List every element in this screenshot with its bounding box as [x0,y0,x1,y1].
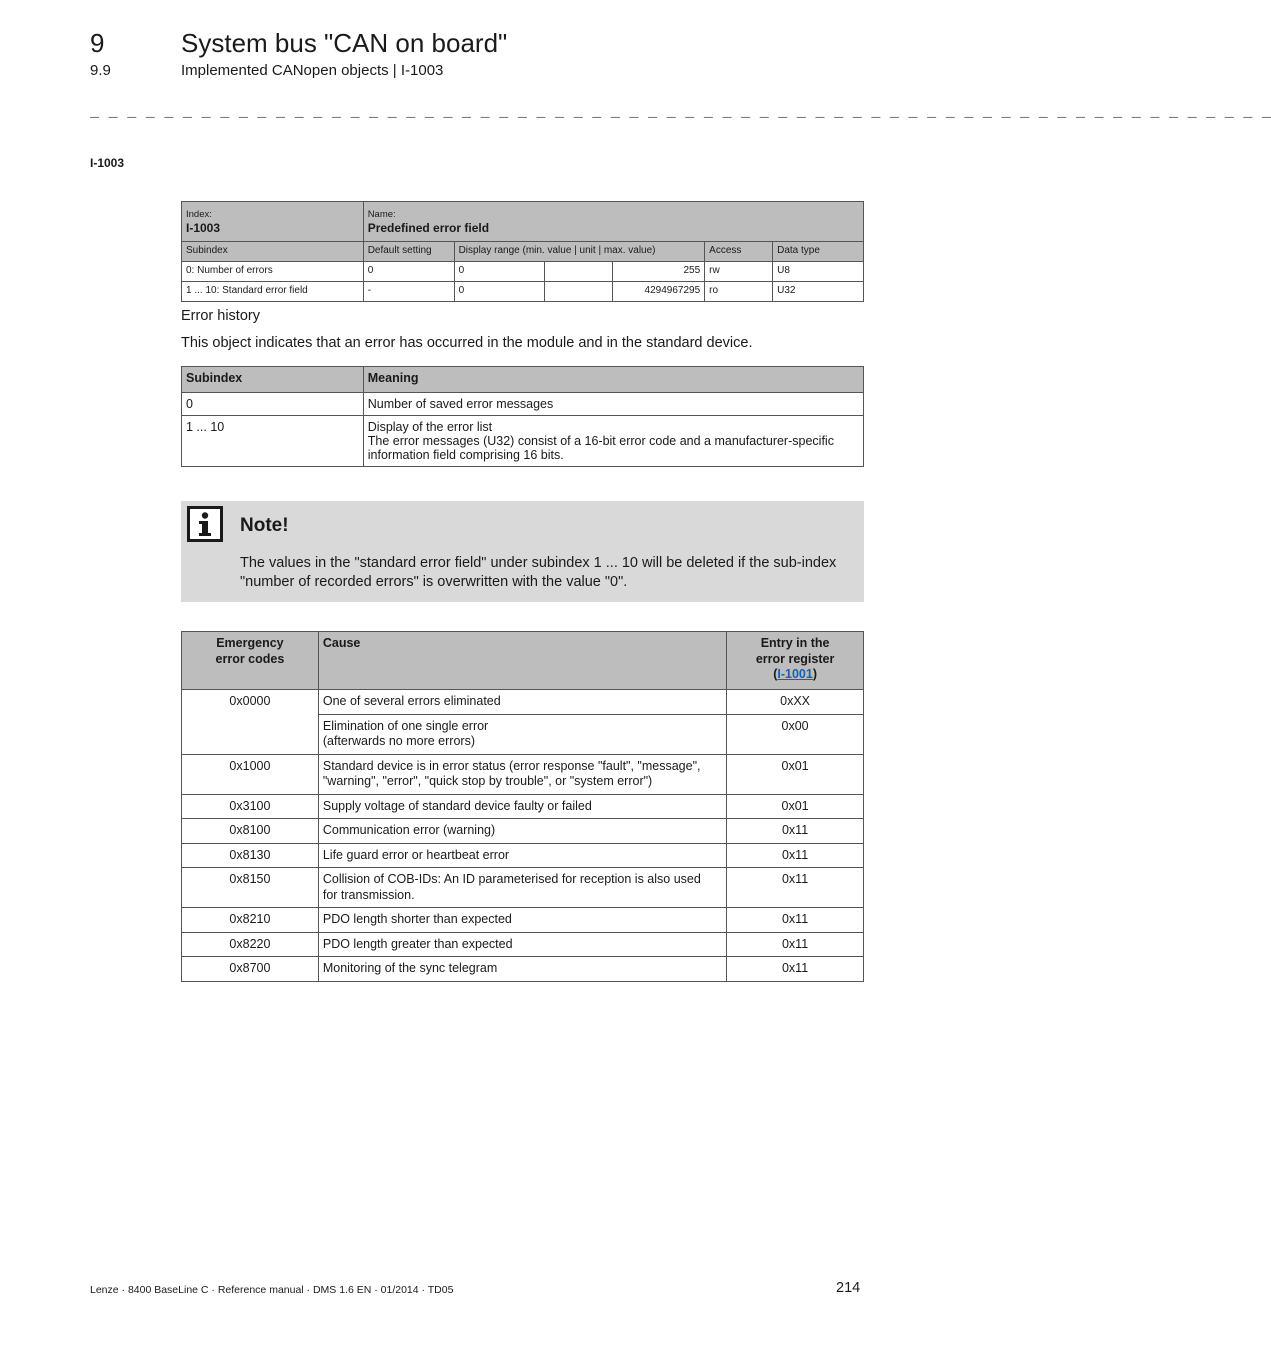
table-row: 0x0000 One of several errors eliminated 0xXX [182,690,864,715]
link-i-1001[interactable]: I-1001 [777,667,813,681]
table-row: 0x8220 PDO length greater than expected 0x11 [182,932,864,957]
col-access: Access [705,242,773,262]
chapter-title: System bus "CAN on board" [181,28,508,58]
col-subindex: Subindex [182,367,364,393]
table-row: 0x8130 Life guard error or heartbeat error 0x11 [182,843,864,868]
name-cell: Name: Predefined error field [363,202,863,242]
info-icon [187,506,223,542]
index-cell: Index: I-1003 [182,202,364,242]
emergency-table [181,631,864,982]
table-row: 0x8150 Collision of COB-IDs: An ID parameterised for reception is also used for transmission. 0x11 [182,868,864,908]
table-row: 0: Number of errors 0 0 255 rw U8 [182,262,864,282]
header-separator: _ _ _ _ _ _ _ _ _ _ _ _ _ _ _ _ _ _ _ _ _ _ _ _ _ _ _ _ _ _ _ _ _ _ _ _ _ _ _ _ _ _ _ _ _ _ _ _ _ _ _ _ _ _ _ _ _ _ _ _ _ _ _ _ [90,104,1271,121]
table-row: 0x8700 Monitoring of the sync telegram 0x11 [182,957,864,982]
col-meaning: Meaning [363,367,863,393]
note-text: The values in the "standard error field" under subindex 1 ... 10 will be deleted if the sub-index "number of recorded errors" is overwritten with the value "0". [240,555,837,590]
description-text: This object indicates that an error has occurred in the module and in the standard device. [181,335,753,351]
table-row: 0x8100 Communication error (warning) 0x11 [182,819,864,844]
chapter-number: 9 [90,28,105,58]
col-error-codes: Emergency error codes [182,632,319,690]
table-row: Elimination of one single error (afterwards no more errors) 0x00 [182,714,864,754]
col-cause: Cause [318,632,726,690]
col-range: Display range (min. value | unit | max. value) [454,242,705,262]
note-box [181,501,864,602]
object-table [181,201,864,302]
subindex-table [181,366,864,467]
section-title: Implemented CANopen objects | I-1003 [181,62,444,79]
footer-text: Lenze · 8400 BaseLine C · Reference manual · DMS 1.6 EN · 01/2014 · TD05 [90,1284,454,1296]
description-title: Error history [181,308,260,324]
table-row: 0 Number of saved error messages [182,393,864,416]
col-default: Default setting [363,242,454,262]
table-row: 0x1000 Standard device is in error status (error response "fault", "message", "warning", "error", "quick stop by trouble", or "system error") 0x01 [182,754,864,794]
col-datatype: Data type [773,242,864,262]
col-subindex: Subindex [182,242,364,262]
section-number: 9.9 [90,62,111,79]
table-row: 0x8210 PDO length shorter than expected 0x11 [182,908,864,933]
table-row: 0x3100 Supply voltage of standard device faulty or failed 0x01 [182,794,864,819]
table-row: 1 ... 10: Standard error field - 0 4294967295 ro U32 [182,282,864,302]
page-number: 214 [836,1280,861,1296]
table-row: 1 ... 10 Display of the error list The error messages (U32) consist of a 16-bit error code and a manufacturer-specific information field comprising 16 bits. [182,416,864,467]
note-title: Note! [240,515,289,536]
object-id-heading: I-1003 [90,156,125,170]
col-error-register: Entry in the error register (I-1001) [727,632,864,690]
